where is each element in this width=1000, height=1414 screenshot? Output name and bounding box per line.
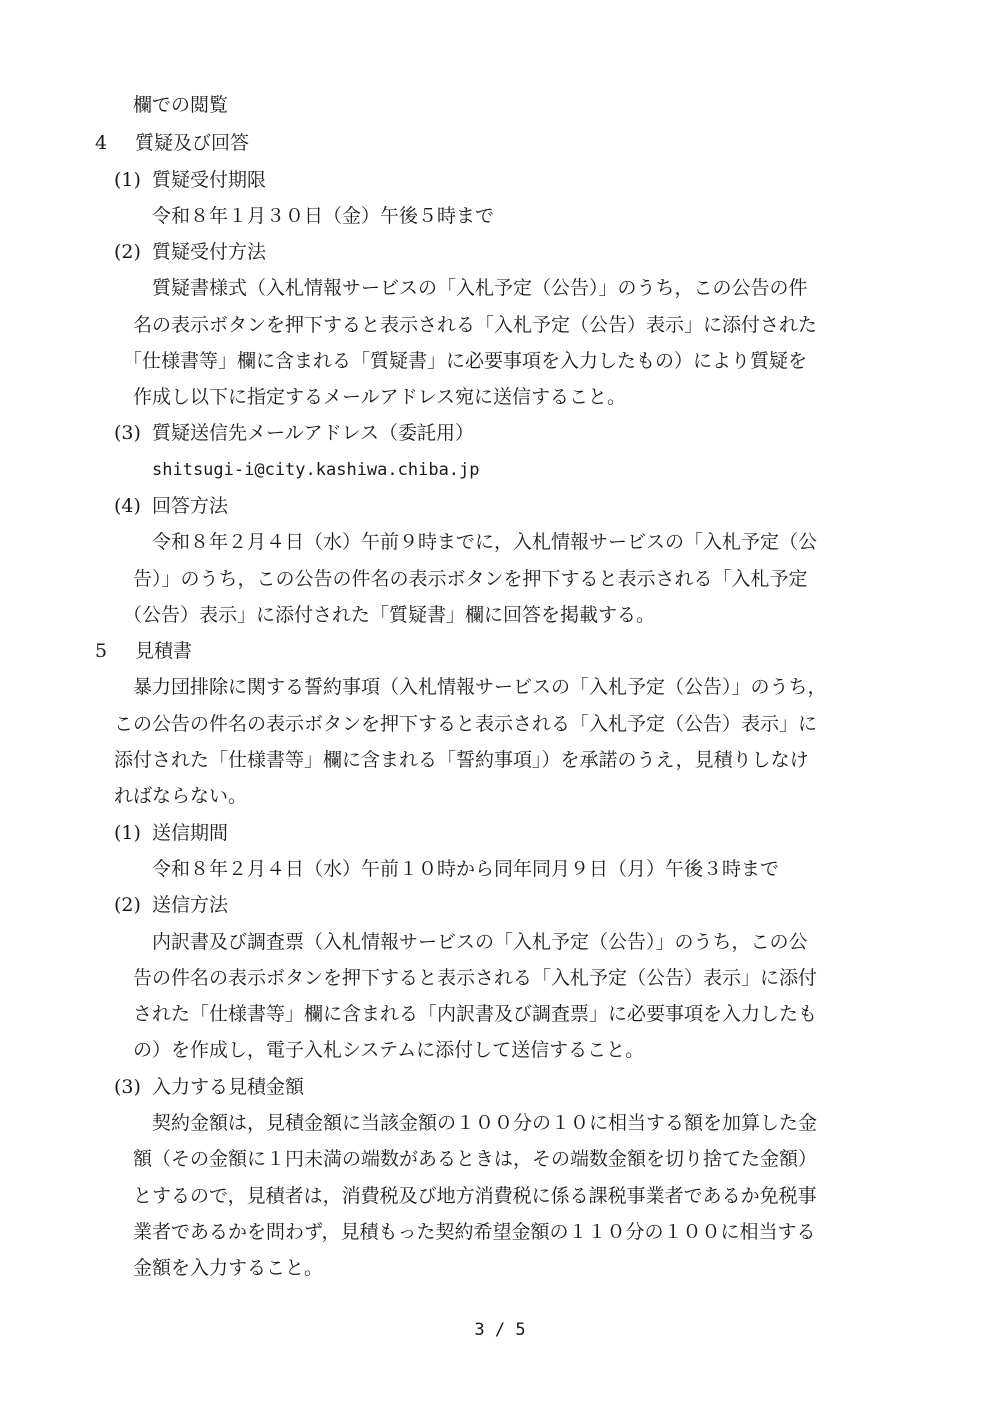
text-line: 名の表示ボタンを押下すると表示される「入札予定（公告）表示」に添付された — [133, 314, 818, 336]
item-number: (4) — [114, 495, 141, 517]
item-number: (1) — [114, 169, 141, 191]
text-line: 金額を入力すること。 — [133, 1257, 324, 1279]
section-heading — [95, 131, 249, 155]
item-title: 質疑受付期限 — [152, 169, 267, 191]
text-line: 内訳書及び調査票（入札情報サービスの「入札予定（公告）」のうち，この公 — [152, 931, 808, 953]
text-line: この公告の件名の表示ボタンを押下すると表示される「入札予定（公告）表示」に — [114, 713, 818, 735]
item-number: (3) — [114, 1076, 141, 1098]
text-line: 令和８年２月４日（水）午前１０時から同年同月９日（月）午後３時まで — [152, 858, 780, 880]
text-line: （公告）表示」に添付された「質疑書」欄に回答を掲載する。 — [123, 604, 656, 626]
item-title: 質疑受付方法 — [152, 241, 267, 263]
text-line: 作成し以下に指定するメールアドレス宛に送信すること。 — [133, 386, 627, 408]
item-title: 送信期間 — [152, 822, 229, 844]
item-title: 回答方法 — [152, 495, 229, 517]
text-line: ればならない。 — [114, 785, 248, 807]
item-title: 入力する見積金額 — [152, 1076, 305, 1098]
section-number: 4 — [95, 132, 108, 154]
text-line: 告の件名の表示ボタンを押下すると表示される「入札予定（公告）表示」に添付 — [133, 967, 818, 989]
text-line: 質疑書様式（入札情報サービスの「入札予定（公告）」のうち，この公告の件 — [152, 277, 808, 299]
text-line: 欄での閲覧 — [133, 94, 229, 116]
text-line: 令和８年２月４日（水）午前９時までに，入札情報サービスの「入札予定（公 — [152, 531, 818, 553]
text-line: 業者であるかを問わず，見積もった契約希望金額の１１０分の１００に相当する — [133, 1221, 816, 1243]
section-heading — [95, 639, 192, 663]
item-heading — [114, 893, 228, 917]
page-number: 3 / 5 — [474, 1320, 526, 1340]
item-title: 質疑送信先メールアドレス（委託用） — [152, 422, 475, 444]
item-heading — [114, 421, 474, 445]
text-line: の）を作成し，電子入札システムに添付して送信すること。 — [133, 1039, 645, 1061]
item-number: (2) — [114, 894, 141, 916]
text-line: 「仕様書等」欄に含まれる「質疑書」に必要事項を入力したもの）により質疑を — [123, 350, 808, 372]
item-heading — [114, 240, 266, 264]
item-heading — [114, 1075, 304, 1099]
item-title: 送信方法 — [152, 894, 229, 916]
section-title: 質疑及び回答 — [135, 132, 250, 154]
item-heading — [114, 494, 228, 518]
item-heading — [114, 821, 228, 845]
text-line: された「仕様書等」欄に含まれる「内訳書及び調査票」に必要事項を入力したも — [133, 1003, 818, 1025]
item-number: (1) — [114, 822, 141, 844]
section-title: 見積書 — [135, 640, 193, 662]
text-line: 額（その金額に１円未満の端数があるときは，その端数金額を切り捨てた金額） — [133, 1148, 818, 1170]
item-heading — [114, 168, 266, 192]
text-line: 告）」のうち，この公告の件名の表示ボタンを押下すると表示される「入札予定 — [133, 568, 808, 590]
text-line: 暴力団排除に関する誓約事項（入札情報サービスの「入札予定（公告）」のうち， — [133, 676, 827, 698]
item-number: (2) — [114, 241, 141, 263]
section-number: 5 — [95, 640, 108, 662]
text-line: 令和８年１月３０日（金）午後５時まで — [152, 205, 495, 227]
text-line: 添付された「仕様書等」欄に含まれる「誓約事項」）を承諾のうえ，見積りしなけ — [114, 749, 809, 771]
text-line: 契約金額は，見積金額に当該金額の１００分の１０に相当する額を加算した金 — [152, 1112, 818, 1134]
item-number: (3) — [114, 422, 141, 444]
email-address: shitsugi-i@city.kashiwa.chiba.jp — [152, 460, 480, 480]
text-line: とするので，見積者は，消費税及び地方消費税に係る課税事業者であるか免税事 — [133, 1185, 817, 1207]
